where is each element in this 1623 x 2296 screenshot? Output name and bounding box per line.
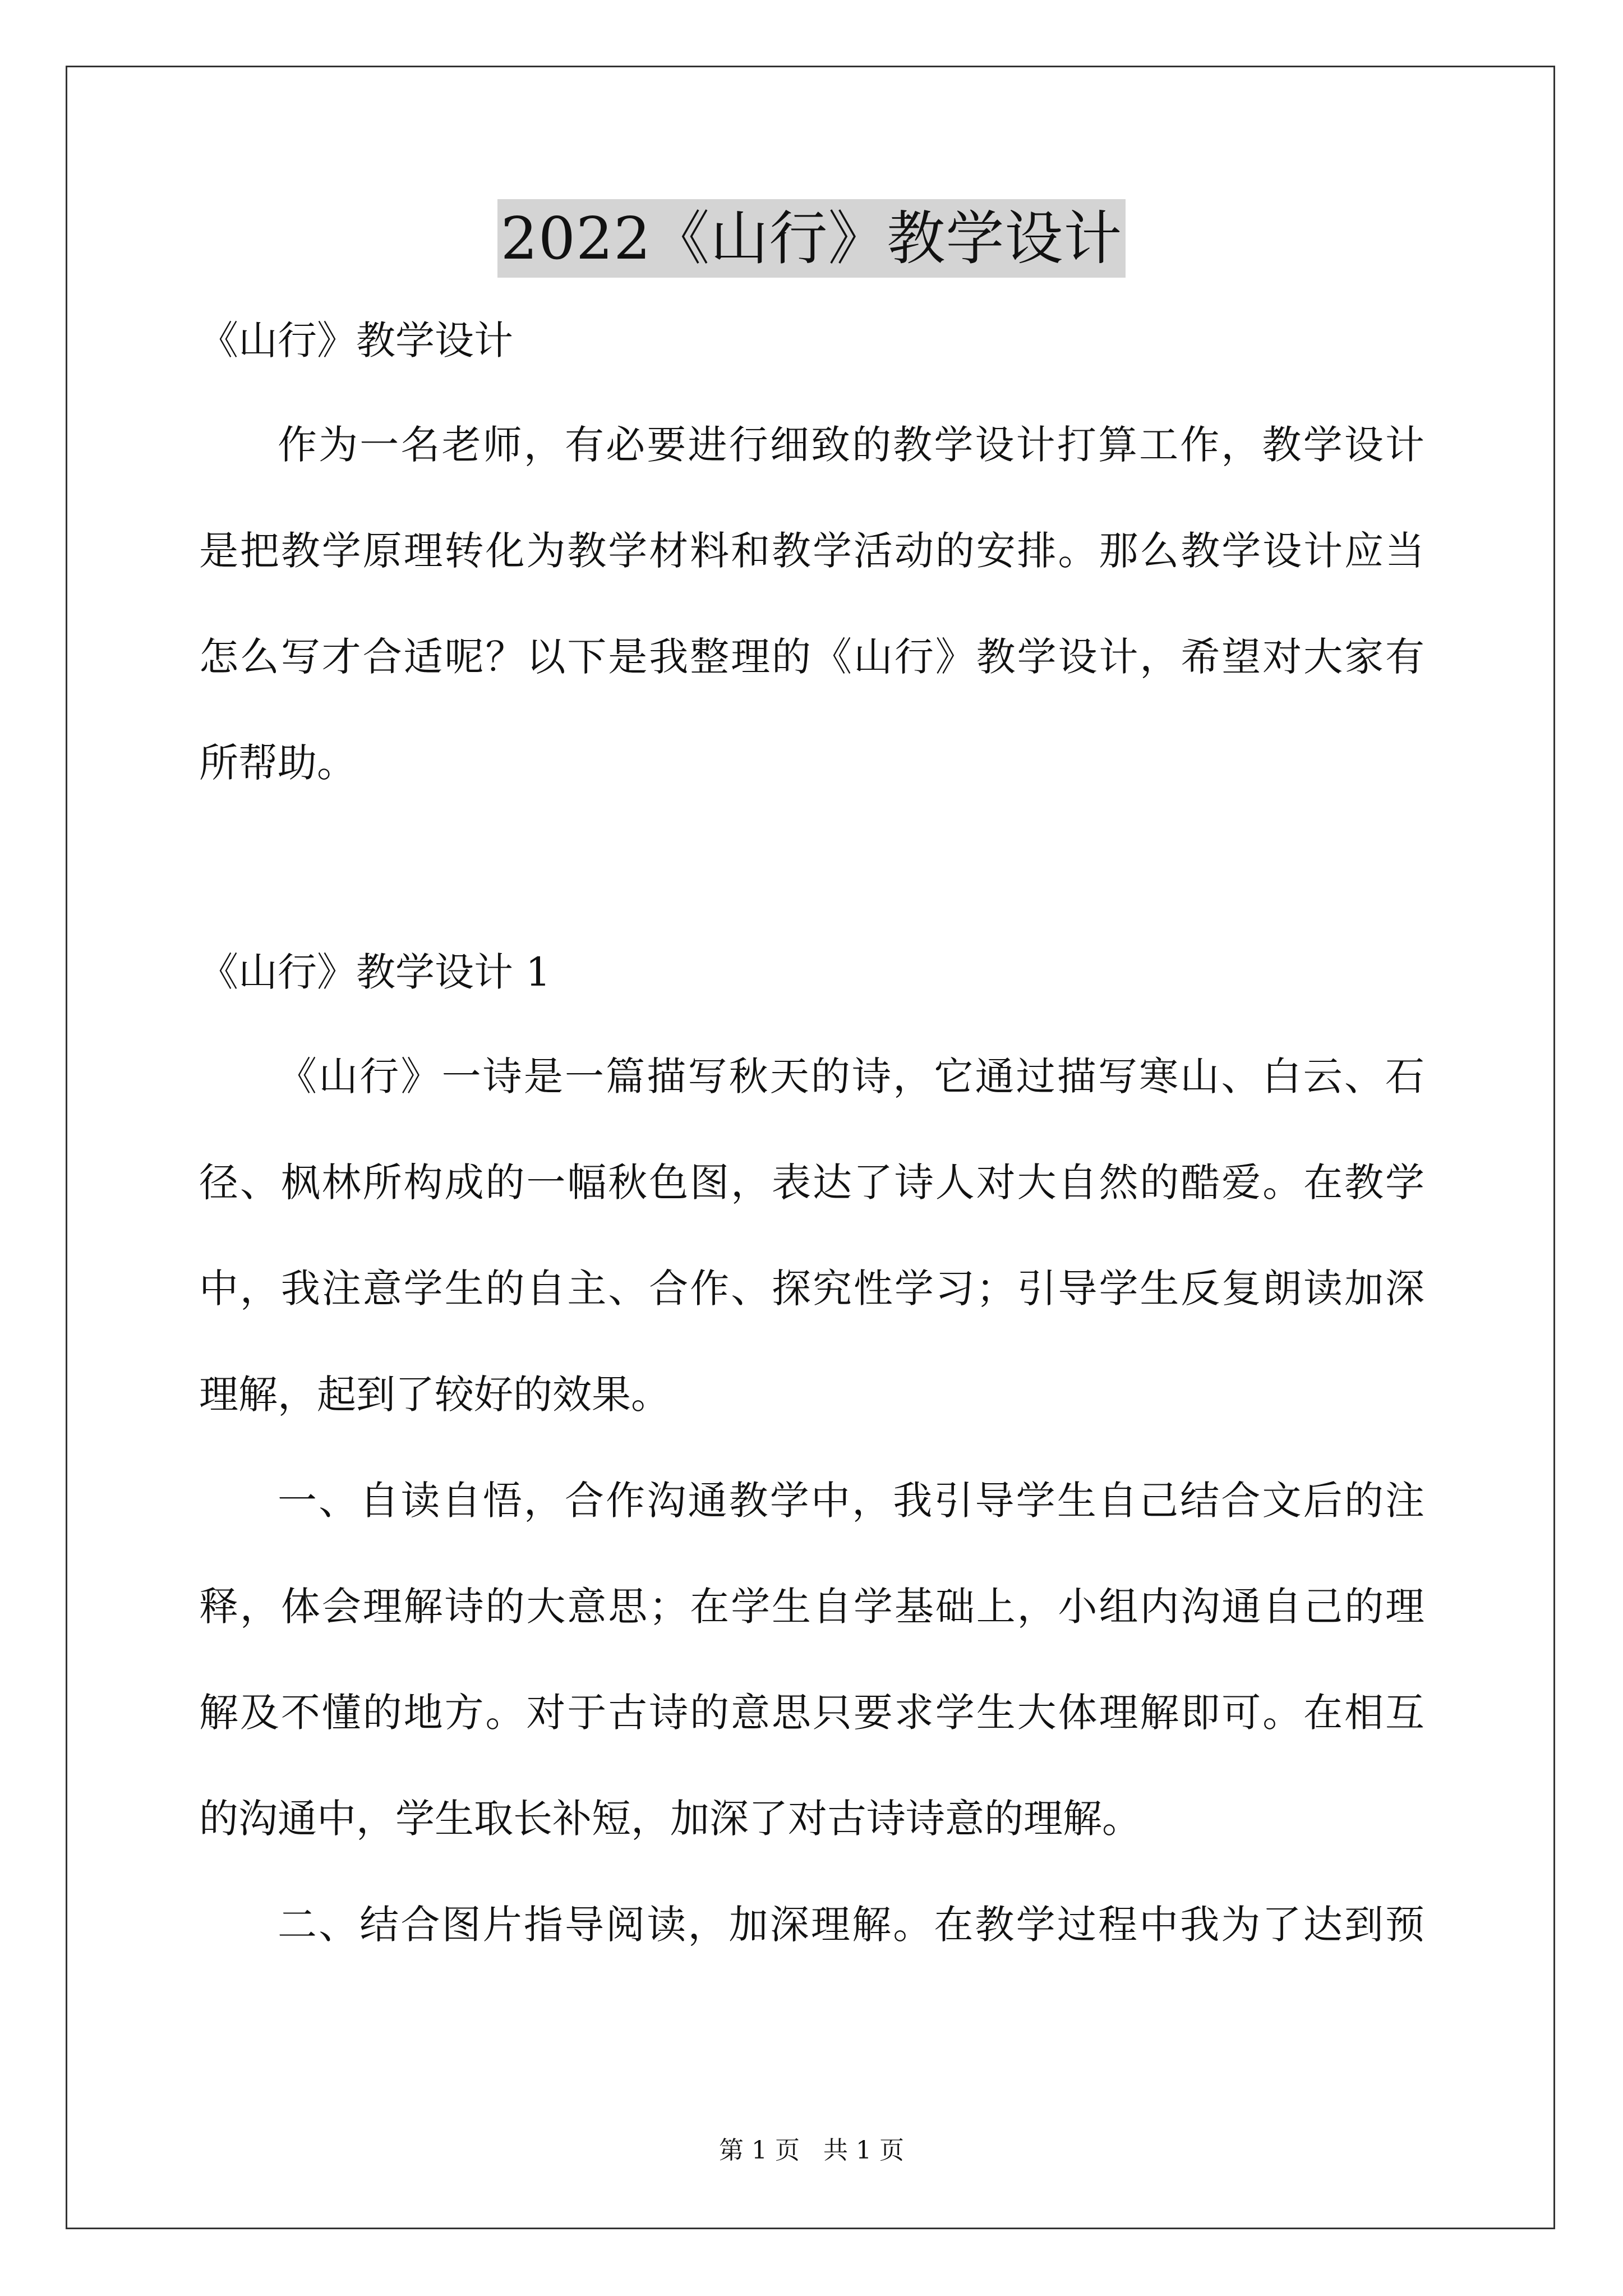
- text-line: 《山行》一诗是一篇描写秋天的诗，它通过描写寒山、白云、石: [278, 1053, 1424, 1099]
- text-line: 中，我注意学生的自主、合作、探究性学习；引导学生反复朗读加深: [199, 1266, 1424, 1312]
- paragraph: [199, 1050, 1424, 1421]
- paragraph: [199, 1898, 1424, 1951]
- text-line: 理解，起到了较好的效果。: [199, 1372, 670, 1418]
- paragraph: [199, 1474, 1424, 1845]
- document-body: [199, 314, 1424, 1951]
- footer-spacer: [800, 2136, 823, 2165]
- page-footer: [0, 2134, 1623, 2168]
- intro-paragraph: [199, 418, 1424, 789]
- subtitle: 《山行》教学设计: [199, 318, 513, 364]
- text-line: 径、枫林所构成的一幅秋色图，表达了诗人对大自然的酷爱。在教学: [199, 1159, 1424, 1205]
- text-line: 是把教学原理转化为教学材料和教学活动的安排。那么教学设计应当: [199, 528, 1424, 574]
- title-wrap: [0, 199, 1623, 278]
- text-line: 二、结合图片指导阅读，加深理解。在教学过程中我为了达到预: [278, 1902, 1424, 1948]
- text-line: 释，体会理解诗的大意思；在学生自学基础上，小组内沟通自己的理: [199, 1584, 1424, 1630]
- page-total: 共 1 页: [823, 2136, 904, 2165]
- text-line: 一、自读自悟，合作沟通教学中，我引导学生自己结合文后的注: [278, 1478, 1424, 1524]
- section-heading: 《山行》教学设计 1: [199, 949, 551, 995]
- text-line: 作为一名老师，有必要进行细致的教学设计打算工作，教学设计: [278, 422, 1424, 468]
- text-line: 解及不懂的地方。对于古诗的意思只要求学生大体理解即可。在相互: [199, 1690, 1424, 1736]
- text-line: 怎么写才合适呢？以下是我整理的《山行》教学设计，希望对大家有: [199, 634, 1424, 680]
- page-number: 第 1 页: [719, 2136, 800, 2165]
- document-title: 2022《山行》教学设计: [497, 199, 1126, 278]
- text-line: 所帮助。: [199, 740, 356, 786]
- text-line: 的沟通中，学生取长补短，加深了对古诗诗意的理解。: [199, 1796, 1141, 1842]
